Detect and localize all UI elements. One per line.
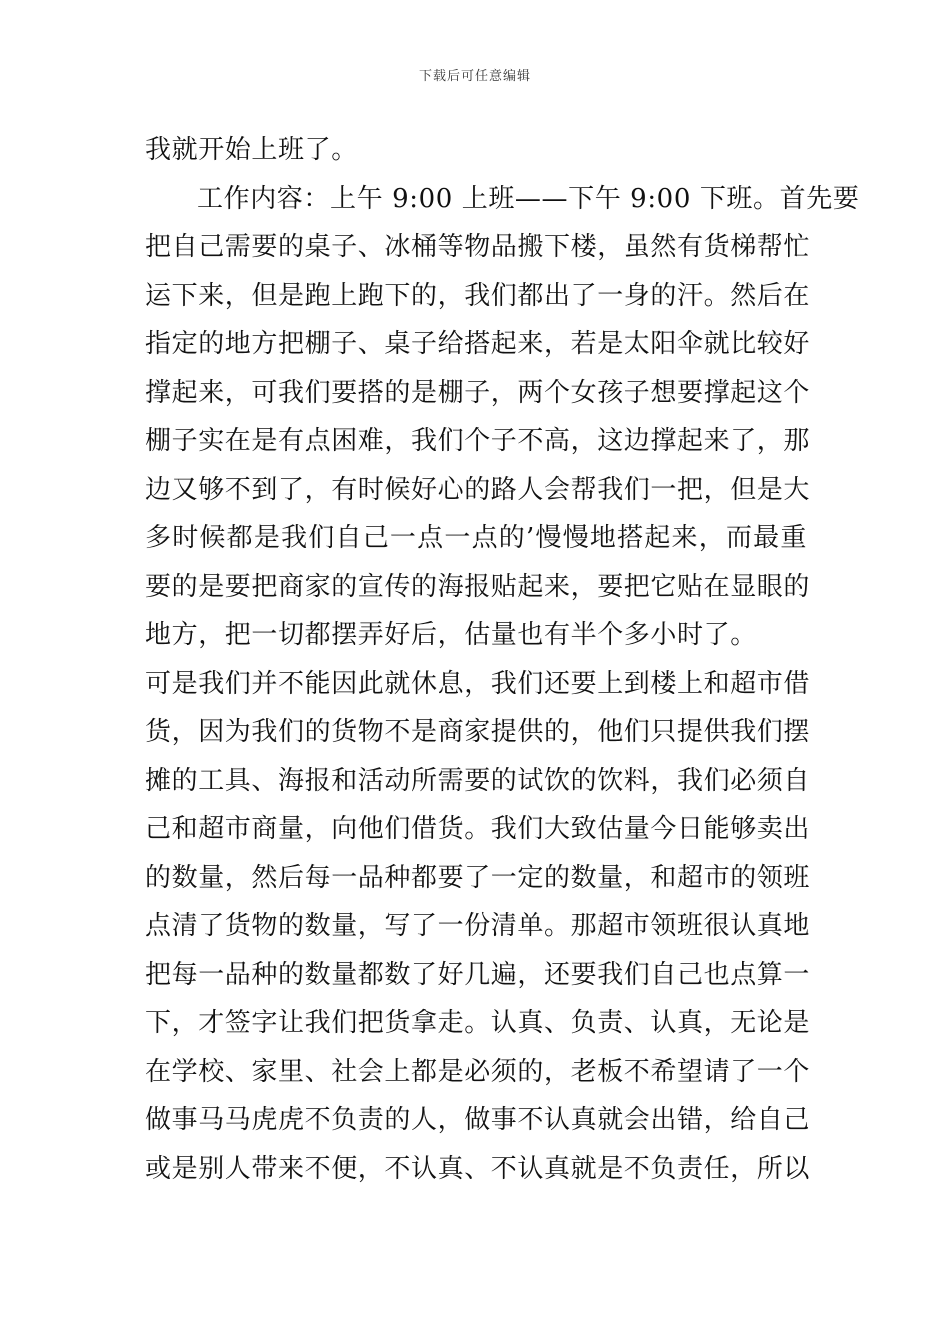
text-line: 棚子实在是有点困难，我们个子不高，这边撑起来了，那 — [145, 426, 811, 456]
paragraph-2 — [145, 175, 860, 660]
text-line: 把每一品种的数量都数了好几遍，还要我们自己也点算一 — [145, 959, 811, 990]
text-line: 边又够不到了，有时候好心的路人会帮我们一把，但是大 — [145, 474, 811, 505]
text-line: 运下来，但是跑上跑下的，我们都出了一身的汗。然后在 — [145, 280, 811, 311]
text-line: 地方，把一切都摆弄好后，估量也有半个多小时了。 — [145, 620, 757, 650]
text-line: 己和超市商量，向他们借货。我们大致估量今日能够卖出 — [145, 814, 811, 844]
text-line: 下，才签字让我们把货拿走。认真、负责、认真，无论是 — [145, 1008, 811, 1038]
text-line: 指定的地方把棚子、桌子给搭起来，若是太阳伞就比较好 — [145, 329, 811, 359]
text-line: 要的是要把商家的宣传的海报贴起来，要把它贴在显眼的 — [145, 571, 811, 602]
paragraph-1 — [145, 126, 807, 175]
text-line: 摊的工具、海报和活动所需要的试饮的饮料，我们必须自 — [145, 765, 811, 796]
text-line: 把自己需要的桌子、冰桶等物品搬下楼，虽然有货梯帮忙 — [145, 232, 811, 262]
page-header: 下载后可任意编辑 — [418, 69, 531, 84]
document-body — [145, 126, 860, 1193]
text-line: 可是我们并不能因此就休息，我们还要上到楼上和超市借 — [145, 668, 811, 699]
text-line: 工作内容：上午 9:00 上班——下午 9:00 下班。首先要 — [197, 183, 860, 214]
text-line: 做事马马虎虎不负责的人，做事不认真就会出错，给自己 — [145, 1105, 811, 1135]
text-line: 点清了货物的数量，写了一份清单。那超市领班很认真地 — [145, 911, 811, 941]
text-line: 货，因为我们的货物不是商家提供的，他们只提供我们摆 — [145, 717, 811, 747]
text-line: 撑起来，可我们要搭的是棚子，两个女孩子想要撑起这个 — [145, 377, 811, 408]
text-line: 或是别人带来不便，不认真、不认真就是不负责任，所以 — [145, 1153, 811, 1184]
text-line: 在学校、家里、社会上都是必须的，老板不希望请了一个 — [145, 1056, 811, 1087]
text-line: 多时候都是我们自己一点一点的’慢慢地搭起来，而最重 — [145, 523, 807, 553]
text-line: 的数量，然后每一品种都要了一定的数量，和超市的领班 — [145, 862, 811, 893]
paragraph-3 — [145, 660, 811, 1194]
text-line: 我就开始上班了。 — [145, 135, 358, 165]
